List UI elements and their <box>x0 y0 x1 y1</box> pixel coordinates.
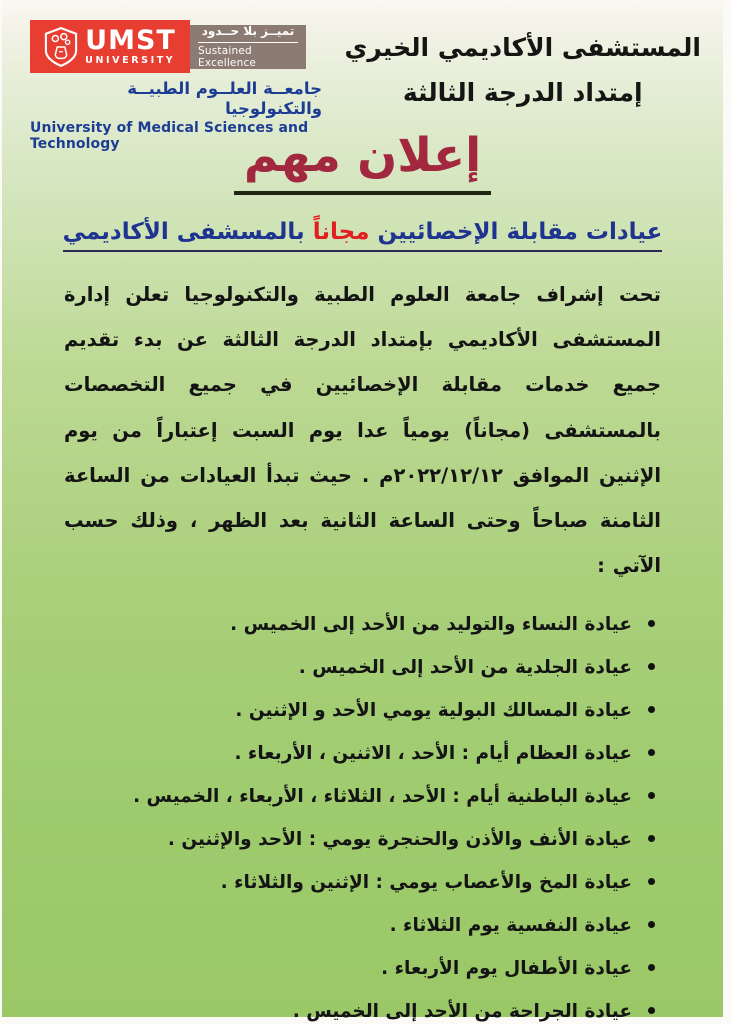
list-item <box>2 646 655 689</box>
umst-tagline-box <box>190 25 306 69</box>
clinic-text: عيادة النفسية يوم الثلاثاء . <box>389 914 632 936</box>
university-name-english: University of Medical Sciences and Technology <box>30 119 309 152</box>
list-item <box>2 689 655 732</box>
clinic-text: عيادة المخ والأعصاب يومي : الإثنين والثلاثاء . <box>220 871 632 893</box>
clinic-text: عيادة الجراحة من الأحد إلى الخميس . <box>292 1000 632 1022</box>
bullet-icon <box>648 835 655 842</box>
logo-university-text: UNIVERSITY <box>85 55 176 67</box>
clinic-text: عيادة النساء والتوليد من الأحد إلى الخميس . <box>230 613 632 635</box>
logo-umst-text: UMST <box>85 25 176 57</box>
umst-crest-icon <box>44 26 78 68</box>
clinics-list <box>2 603 723 1024</box>
announcement-body-paragraph: تحت إشراف جامعة العلوم الطبية والتكنولوجيا تعلن إدارة المستشفى الأكاديمي بإمتداد الدرجة الثالثة عن بدء تقديم جميع خدمات مقابلة الإخصائيين في جميع التخصصات بالمستشفى (مجاناً) يومياً عدا يوم السبت إعتباراً من يوم الإثنين الموافق ٢٠٢٢/١٢/١٢م . حيث تبدأ العيادات من الساعة الثامنة صباحاً وحتى الساعة الثانية بعد الظهر ، وذلك حسب الآتي : <box>64 283 662 578</box>
list-item <box>2 947 655 990</box>
bullet-icon <box>648 964 655 971</box>
clinic-text: عيادة المسالك البولية يومي الأحد و الإثنين . <box>235 699 632 721</box>
list-item <box>2 732 655 775</box>
subtitle-free-highlight: مجاناً <box>312 219 370 245</box>
logo-row <box>30 20 322 73</box>
subtitle-text <box>63 219 663 252</box>
clinic-text: عيادة الباطنية أيام : الأحد ، الثلاثاء ، الأربعاء ، الخميس . <box>133 785 632 807</box>
announcement-heading-text: إعلان مهم <box>234 128 491 195</box>
university-name-arabic: جامعــة العلــوم الطبيــة والتكنولوجيا <box>127 79 322 118</box>
list-item <box>2 861 655 904</box>
tagline-divider <box>198 42 298 43</box>
bullet-icon <box>648 620 655 627</box>
hospital-title <box>344 20 701 115</box>
list-item <box>2 904 655 947</box>
bullet-icon <box>648 878 655 885</box>
bullet-icon <box>648 706 655 713</box>
clinic-text: عيادة الأنف والأذن والحنجرة يومي : الأحد والإثنين . <box>167 828 632 850</box>
clinic-text: عيادة العظام أيام : الأحد ، الاثنين ، الأربعاء . <box>234 742 632 764</box>
umst-logo-block <box>30 20 322 152</box>
bullet-icon <box>648 921 655 928</box>
announcement-poster <box>2 0 723 1022</box>
umst-logo <box>30 20 190 73</box>
list-item <box>2 990 655 1024</box>
bullet-icon <box>648 749 655 756</box>
clinic-text: عيادة الجلدية من الأحد إلى الخميس . <box>298 656 632 678</box>
hospital-title-line2: إمتداد الدرجة الثالثة <box>402 78 643 107</box>
clinic-text: عيادة الأطفال يوم الأربعاء . <box>381 957 632 979</box>
bullet-icon <box>648 792 655 799</box>
subtitle-part2: بالمسشفى الأكاديمي <box>62 219 313 245</box>
poster-header <box>30 20 701 152</box>
subtitle-part1: عيادات مقابلة الإخصائيين <box>369 219 663 245</box>
tagline-english: Sustained Excellence <box>198 44 257 69</box>
bullet-icon <box>648 663 655 670</box>
hospital-title-line1: المستشفى الأكاديمي الخيري <box>344 33 701 62</box>
bullet-icon <box>648 1007 655 1014</box>
list-item <box>2 603 655 646</box>
announcement-subtitle <box>2 217 723 252</box>
list-item <box>2 818 655 861</box>
tagline-arabic: تميــز بلا حــدود <box>201 24 295 39</box>
logo-wordmark <box>85 27 176 66</box>
list-item <box>2 775 655 818</box>
